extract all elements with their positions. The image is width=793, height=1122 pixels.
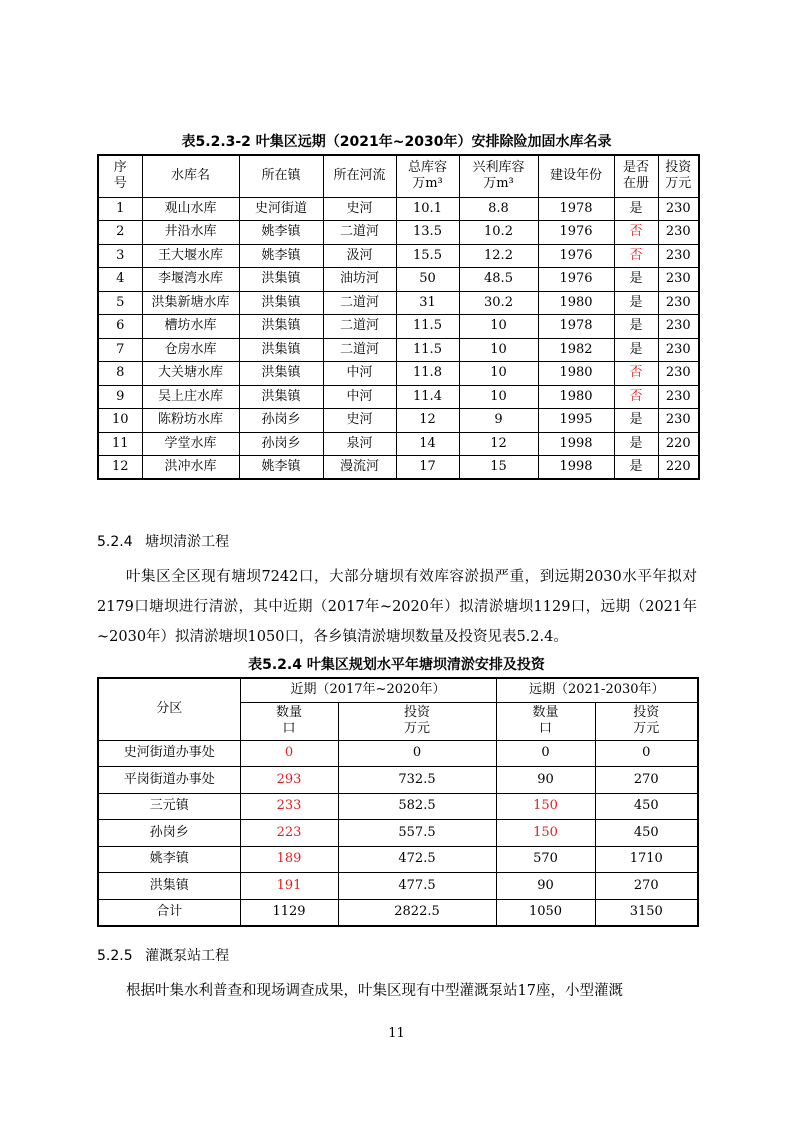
table-cell: 吴上庄水库: [142, 385, 239, 409]
table-cell: 293: [240, 767, 338, 794]
table-cell: 1982: [538, 338, 614, 362]
table-cell: 230: [658, 315, 699, 339]
table-cell: 大关塘水库: [142, 362, 239, 386]
table-cell: 姚李镇: [239, 221, 323, 245]
table-cell: 是: [614, 338, 658, 362]
table-cell: 189: [240, 846, 338, 873]
table-cell: 150: [496, 820, 595, 847]
table-cell: 二道河: [323, 338, 396, 362]
header-far-inv: 投资 万元: [595, 702, 698, 740]
table-cell: 12: [459, 432, 538, 456]
table-cell: 1995: [538, 409, 614, 433]
table-cell: 史河街道办事处: [98, 740, 240, 767]
table-cell: 220: [658, 456, 699, 480]
table-cell: 11.8: [396, 362, 459, 386]
table-cell: 三元镇: [98, 793, 240, 820]
table-row: [98, 767, 698, 794]
table-cell: 中河: [323, 362, 396, 386]
table-cell: 2: [98, 221, 142, 245]
table-row: [98, 362, 699, 386]
table-cell: 223: [240, 820, 338, 847]
header-area: 分区: [98, 678, 240, 740]
table-cell: 557.5: [338, 820, 496, 847]
table-cell: 洪集镇: [98, 873, 240, 900]
table-cell: 平岗街道办事处: [98, 767, 240, 794]
table-cell: 10.2: [459, 221, 538, 245]
paragraph-5-2-5: [97, 976, 697, 1006]
table-cell: 5: [98, 291, 142, 315]
table-cell: 洪集镇: [239, 338, 323, 362]
table-cell: 17: [396, 456, 459, 480]
table-cell: 井沿水库: [142, 221, 239, 245]
table-cell: 1129: [240, 899, 338, 926]
section-number: 5.2.4: [97, 534, 133, 550]
table-cell: 11.5: [396, 315, 459, 339]
table-cell: 二道河: [323, 291, 396, 315]
table-cell: 姚李镇: [239, 456, 323, 480]
table-row: [98, 338, 699, 362]
table-row: [98, 409, 699, 433]
table-cell: 12: [98, 456, 142, 480]
table-row: [98, 315, 699, 339]
table-cell: 油坊河: [323, 268, 396, 292]
table-cell: 学堂水库: [142, 432, 239, 456]
table-cell: 30.2: [459, 291, 538, 315]
header-year: 建设年份: [538, 155, 614, 197]
table-cell: 史河: [323, 197, 396, 221]
table-cell: 230: [658, 221, 699, 245]
table-cell: 230: [658, 385, 699, 409]
table-cell: 15.5: [396, 244, 459, 268]
table-cell: 姚李镇: [98, 846, 240, 873]
header-total-capacity: 总库容 万m³: [396, 155, 459, 197]
table-row: [98, 244, 699, 268]
table-cell: 史河街道: [239, 197, 323, 221]
header-river: 所在河流: [323, 155, 396, 197]
table-cell: 477.5: [338, 873, 496, 900]
table-cell: 二道河: [323, 315, 396, 339]
table-row: [98, 820, 698, 847]
table-cell: 1998: [538, 432, 614, 456]
header-near-inv: 投资 万元: [338, 702, 496, 740]
table-cell: 9: [459, 409, 538, 433]
table-cell: 汲河: [323, 244, 396, 268]
header-registered: 是否 在册: [614, 155, 658, 197]
table-cell: 是: [614, 456, 658, 480]
table-cell: 1980: [538, 362, 614, 386]
page-number: 11: [388, 1026, 405, 1041]
table-cell: 槽坊水库: [142, 315, 239, 339]
table-cell: 洪集镇: [239, 362, 323, 386]
table-cell: 观山水库: [142, 197, 239, 221]
header-near-qty: 数量 口: [240, 702, 338, 740]
table-cell: 孙岗乡: [239, 432, 323, 456]
table-cell: 1978: [538, 197, 614, 221]
table-cell: 仓房水库: [142, 338, 239, 362]
table-cell: 是: [614, 291, 658, 315]
table-cell: 13.5: [396, 221, 459, 245]
table-cell: 191: [240, 873, 338, 900]
header-investment: 投资 万元: [658, 155, 699, 197]
dredging-table: [97, 677, 699, 927]
table-cell: 9: [98, 385, 142, 409]
table2-header-row-1: [98, 678, 698, 702]
table2-caption: 表5.2.4 叶集区规划水平年塘坝清淤安排及投资: [248, 657, 545, 673]
table-cell: 4: [98, 268, 142, 292]
table-cell: 洪集镇: [239, 315, 323, 339]
table-cell: 230: [658, 291, 699, 315]
table-cell: 1980: [538, 291, 614, 315]
table-cell: 10: [459, 315, 538, 339]
table-cell: 孙岗乡: [239, 409, 323, 433]
section-5-2-5-heading: [97, 945, 229, 965]
table-cell: 洪集镇: [239, 385, 323, 409]
table-cell: 230: [658, 244, 699, 268]
table-cell: 二道河: [323, 221, 396, 245]
table-cell: 洪集新塘水库: [142, 291, 239, 315]
paragraph-5-2-4: [97, 562, 697, 652]
table-cell: 陈粉坊水库: [142, 409, 239, 433]
section-number: 5.2.5: [97, 948, 133, 964]
table-cell: 570: [496, 846, 595, 873]
table-cell: 1050: [496, 899, 595, 926]
table-cell: 李堰湾水库: [142, 268, 239, 292]
table-cell: 11.4: [396, 385, 459, 409]
table-cell: 洪集镇: [239, 291, 323, 315]
table-cell: 1976: [538, 244, 614, 268]
table-cell: 史河: [323, 409, 396, 433]
table-cell: 11: [98, 432, 142, 456]
table-cell: 姚李镇: [239, 244, 323, 268]
table-cell: 8: [98, 362, 142, 386]
table-cell: 0: [338, 740, 496, 767]
table-cell: 8.8: [459, 197, 538, 221]
table-cell: 450: [595, 820, 698, 847]
header-far-term: 远期（2021-2030年）: [496, 678, 698, 702]
table-row: [98, 291, 699, 315]
table-cell: 1998: [538, 456, 614, 480]
table-cell: 6: [98, 315, 142, 339]
header-index: 序 号: [98, 155, 142, 197]
table-cell: 10: [98, 409, 142, 433]
table-cell: 1980: [538, 385, 614, 409]
table-cell: 220: [658, 432, 699, 456]
table-cell: 是: [614, 268, 658, 292]
table-cell: 王大堰水库: [142, 244, 239, 268]
section-title: 塘坝清淤工程: [145, 534, 230, 550]
table-cell: 50: [396, 268, 459, 292]
table-row: [98, 740, 698, 767]
table-row: [98, 197, 699, 221]
table-row: [98, 846, 698, 873]
table-cell: 230: [658, 338, 699, 362]
table-row: [98, 268, 699, 292]
table-cell: 是: [614, 197, 658, 221]
table-cell: 450: [595, 793, 698, 820]
table-cell: 732.5: [338, 767, 496, 794]
table-cell: 洪冲水库: [142, 456, 239, 480]
table-cell: 230: [658, 197, 699, 221]
table-cell: 14: [396, 432, 459, 456]
table-cell: 582.5: [338, 793, 496, 820]
table-cell: 中河: [323, 385, 396, 409]
table-cell: 230: [658, 268, 699, 292]
table-cell: 15: [459, 456, 538, 480]
table-cell: 270: [595, 873, 698, 900]
table-cell: 洪集镇: [239, 268, 323, 292]
table-cell: 10: [459, 385, 538, 409]
paragraph-text: 叶集区全区现有塘坝7242口，大部分塘坝有效库容淤损严重，到远期2030水平年拟对2179口塘坝进行清淤，其中近期（2017年~2020年）拟清淤塘坝1129口，远期（2021年~2030年）拟清淤塘坝1050口，各乡镇清淤塘坝数量及投资见表5.2.4。: [97, 569, 697, 645]
table-cell: 472.5: [338, 846, 496, 873]
table-cell: 48.5: [459, 268, 538, 292]
table-cell: 150: [496, 793, 595, 820]
table-cell: 孙岗乡: [98, 820, 240, 847]
table-cell: 合计: [98, 899, 240, 926]
section-title: 灌溉泵站工程: [145, 948, 230, 964]
header-reservoir: 水库名: [142, 155, 239, 197]
table-cell: 1978: [538, 315, 614, 339]
table-cell: 否: [614, 362, 658, 386]
table-cell: 1976: [538, 268, 614, 292]
table-cell: 否: [614, 221, 658, 245]
table-row: [98, 385, 699, 409]
table1-caption: 表5.2.3-2 叶集区远期（2021年~2030年）安排除险加固水库名录: [181, 134, 612, 150]
table-cell: 3: [98, 244, 142, 268]
table-cell: 31: [396, 291, 459, 315]
table1-header-row: [98, 155, 699, 197]
table-row: [98, 221, 699, 245]
table-cell: 90: [496, 767, 595, 794]
header-far-qty: 数量 口: [496, 702, 595, 740]
reservoir-table: [97, 154, 700, 480]
table-cell: 1976: [538, 221, 614, 245]
section-5-2-4-heading: [97, 531, 229, 551]
table-cell: 0: [595, 740, 698, 767]
header-near-term: 近期（2017年~2020年）: [240, 678, 496, 702]
table-cell: 10.1: [396, 197, 459, 221]
table-cell: 1: [98, 197, 142, 221]
table-cell: 1710: [595, 846, 698, 873]
table-cell: 漫流河: [323, 456, 396, 480]
table-cell: 12: [396, 409, 459, 433]
table-cell: 否: [614, 385, 658, 409]
table-cell: 11.5: [396, 338, 459, 362]
table-cell: 10: [459, 362, 538, 386]
table-cell: 7: [98, 338, 142, 362]
table-cell: 90: [496, 873, 595, 900]
table-row: [98, 873, 698, 900]
table-cell: 270: [595, 767, 698, 794]
table-cell: 0: [496, 740, 595, 767]
table-cell: 230: [658, 362, 699, 386]
table-cell: 233: [240, 793, 338, 820]
table-cell: 泉河: [323, 432, 396, 456]
table-cell: 0: [240, 740, 338, 767]
header-town: 所在镇: [239, 155, 323, 197]
table-cell: 10: [459, 338, 538, 362]
table-row: [98, 432, 699, 456]
table-cell: 3150: [595, 899, 698, 926]
table-cell: 2822.5: [338, 899, 496, 926]
table-row: [98, 456, 699, 480]
paragraph-text: 根据叶集水利普查和现场调查成果，叶集区现有中型灌溉泵站17座，小型灌溉: [126, 983, 623, 999]
table-cell: 12.2: [459, 244, 538, 268]
table-cell: 230: [658, 409, 699, 433]
header-usable-capacity: 兴利库容 万m³: [459, 155, 538, 197]
table-row: [98, 899, 698, 926]
table-cell: 是: [614, 432, 658, 456]
table-cell: 是: [614, 409, 658, 433]
table-cell: 否: [614, 244, 658, 268]
table-row: [98, 793, 698, 820]
table-cell: 是: [614, 315, 658, 339]
